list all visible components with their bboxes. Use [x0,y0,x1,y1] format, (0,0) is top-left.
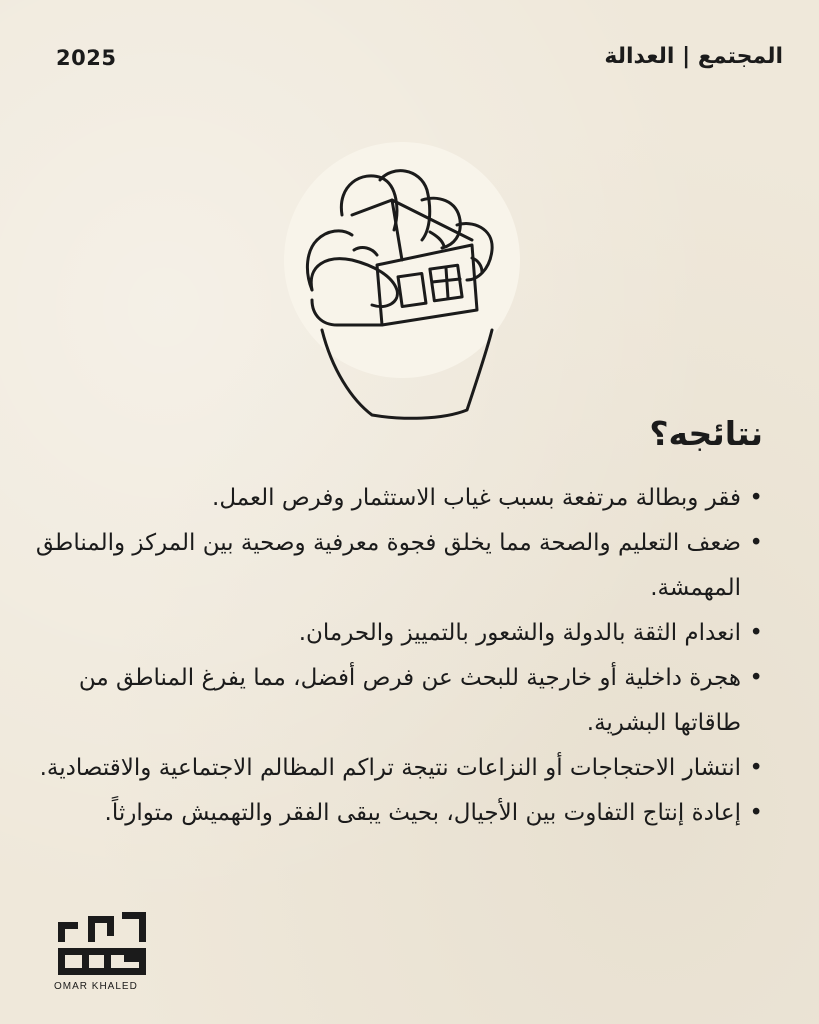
consequences-list [25,476,761,836]
brand-caption: OMAR KHALED [54,981,138,992]
list-item: • ضعف التعليم والصحة مما يخلق فجوة معرفية وصحية بين المركز والمناطق المهمشة. [25,521,741,611]
year-label: 2025 [56,46,117,70]
list-item: • انعدام الثقة بالدولة والشعور بالتمييز والحرمان. [25,611,741,656]
section-title: نتائجه؟ [649,414,763,453]
fist-holding-house-icon [282,140,522,430]
list-item: • فقر وبطالة مرتفعة بسبب غياب الاستثمار وفرص العمل. [25,476,741,521]
list-item: • انتشار الاحتجاجات أو النزاعات نتيجة تراكم المظالم الاجتماعية والاقتصادية. [25,746,741,791]
list-item: • هجرة داخلية أو خارجية للبحث عن فرص أفضل، مما يفرغ المناطق من طاقاتها البشرية. [25,656,741,746]
list-item: • إعادة إنتاج التفاوت بين الأجيال، بحيث يبقى الفقر والتهميش متوارثاً. [25,791,741,836]
category-label: المجتمع | العدالة [604,44,783,69]
